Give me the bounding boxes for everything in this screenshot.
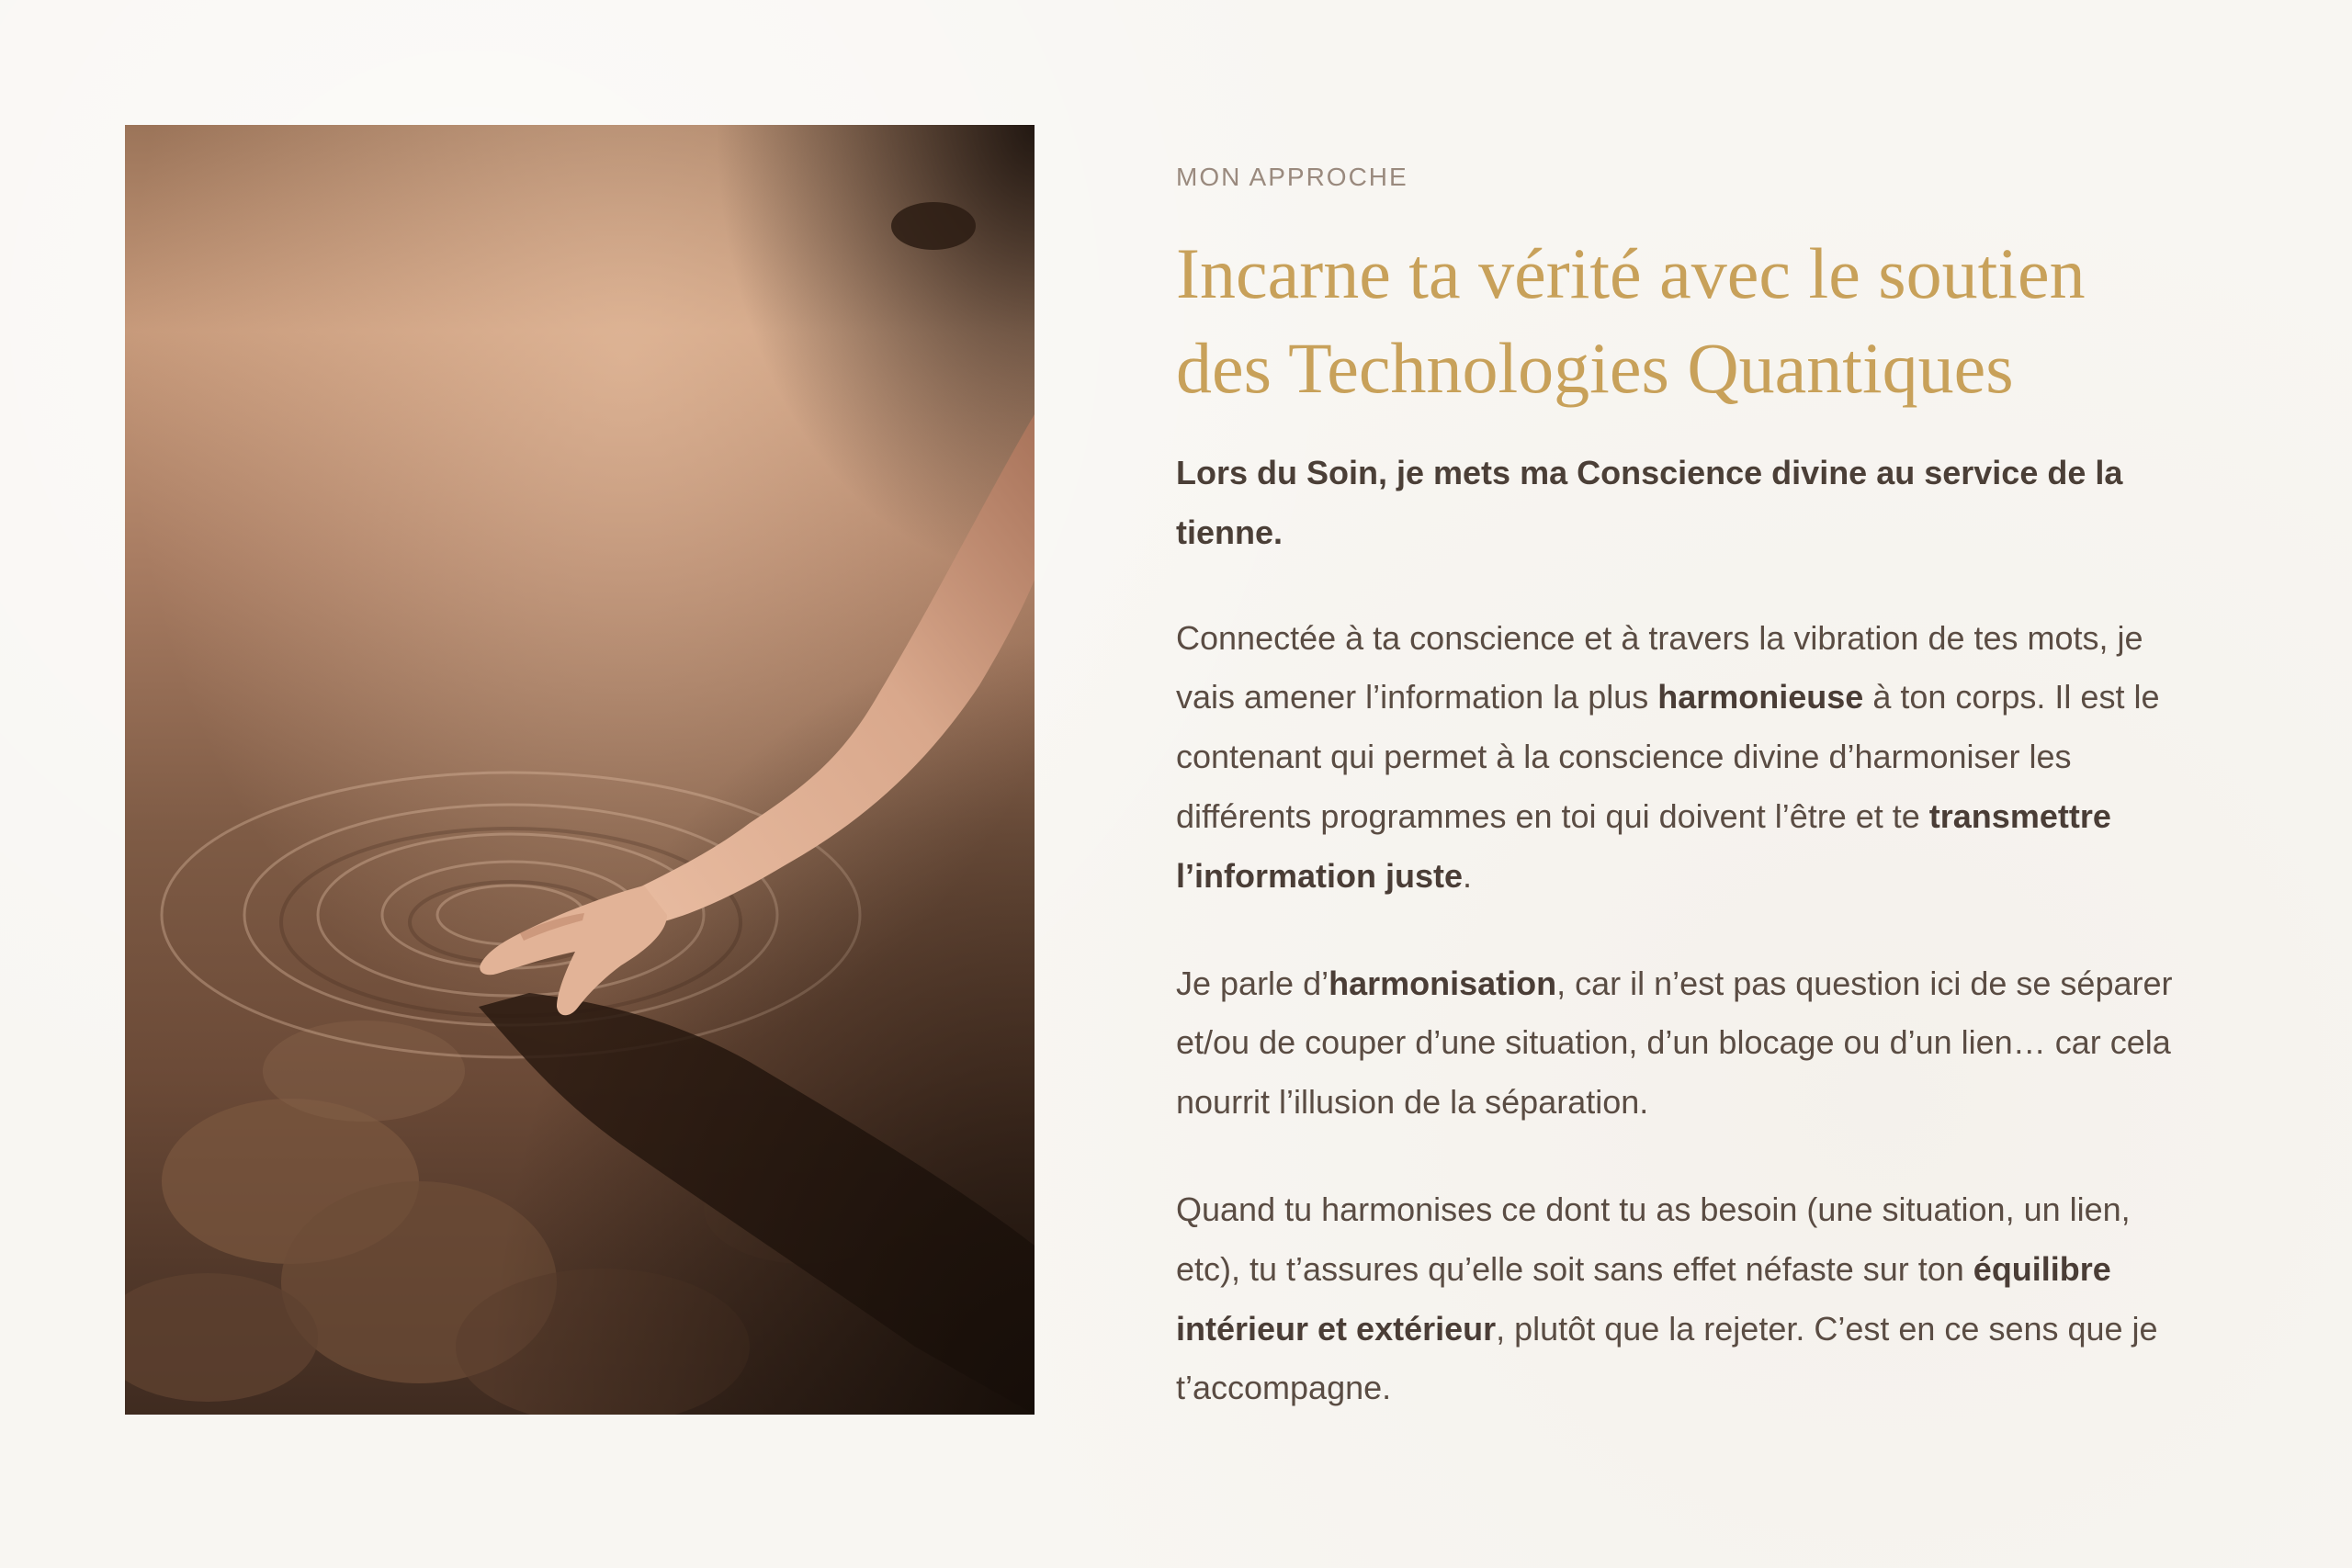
lead-text: Lors du Soin, je mets ma Conscience divine au service de la tienne. [1176,454,2123,551]
section-title-line-1: Incarne ta vérité avec le soutien [1176,232,2086,313]
paragraph-3-part-2: , plutôt que la rejeter. C’est en ce sens que je t’accompagne. [1176,1309,2158,1407]
section-title [1176,226,2187,416]
paragraph-2-part-1: Je parle d’ [1176,964,1329,1002]
water-photo-svg [125,125,1035,1415]
paragraph-1 [1176,609,2187,907]
paragraph-3-strong-1: équilibre intérieur et extérieur [1176,1249,2111,1348]
paragraph-2 [1176,954,2187,1133]
paragraph-1-strong-1: harmonieuse [1657,678,1864,716]
section-title-line-2: des Technologies Quantiques [1176,328,2014,409]
paragraph-1-strong-2: transmettre l’information juste [1176,797,2111,895]
approach-section [1176,162,2187,1466]
paragraph-3-part-1: Quand tu harmonises ce dont tu as besoin (une situation, un lien, etc), tu t’assures qu’elle soit sans effet néfaste sur ton [1176,1190,2131,1288]
paragraph-3 [1176,1180,2187,1418]
section-eyebrow: MON APPROCHE [1176,163,1408,191]
paragraph-1-part-1: Connectée à ta conscience et à travers la vibration de tes mots, je vais amener l’information la plus [1176,618,2143,716]
hand-in-water-photo [125,125,1035,1415]
paragraph-1-part-2: à ton corps. Il est le contenant qui permet à la conscience divine d’harmoniser les différents programmes en toi qui doivent l’être et te [1176,678,2160,836]
paragraph-2-part-2: , car il n’est pas question ici de se séparer et/ou de couper d’une situation, d’un blocage ou d’un lien… car cela nourrit l’illusion de la séparation. [1176,964,2173,1122]
paragraph-1-part-3: . [1463,856,1473,895]
paragraph-2-strong-1: harmonisation [1329,964,1557,1002]
